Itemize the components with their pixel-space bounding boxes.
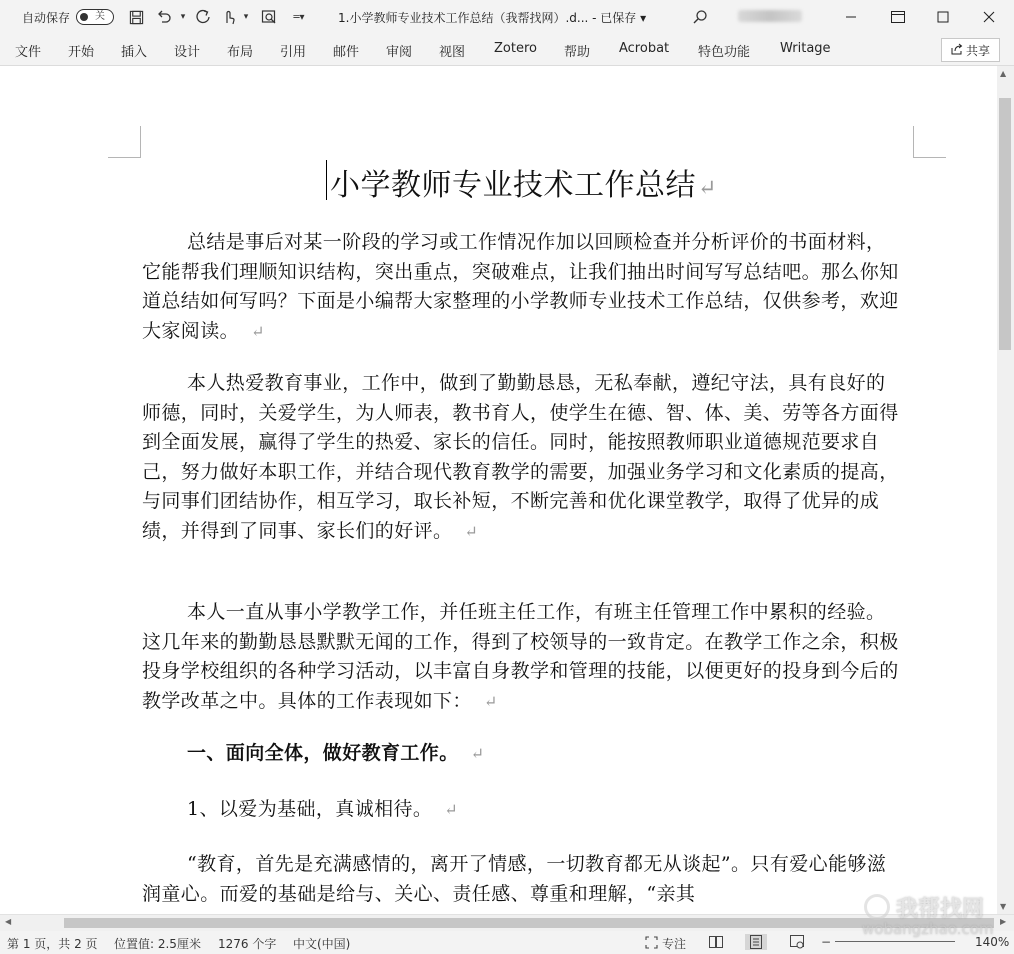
search-icon[interactable] [691, 8, 709, 26]
horizontal-scroll-thumb[interactable] [64, 918, 994, 928]
tab-design[interactable]: 设计 [174, 45, 201, 60]
site-watermark [858, 890, 1008, 950]
title-bar [0, 0, 1014, 34]
print-layout-icon[interactable] [745, 934, 767, 950]
document-heading-text: 小学教师专业技术工作总结 [330, 168, 696, 203]
tab-home[interactable]: 开始 [68, 45, 95, 60]
watermark-url: wobangzhao.com [862, 920, 994, 938]
touch-mode-icon[interactable] [220, 8, 238, 26]
save-icon[interactable] [127, 8, 145, 26]
autosave-state: 关 [95, 11, 105, 22]
focus-label[interactable]: 专注 [662, 937, 687, 951]
tab-writage[interactable]: Writage [780, 41, 831, 56]
watermark-logo-icon [864, 894, 890, 920]
paragraph-1-text: 总结是事后对某一阶段的学习或工作情况作加以回顾检查并分析评价的书面材料，它能帮我们理顺知识结构，突出重点，突破难点，让我们抽出时间写写总结吧。那么你知道总结如何写吗？下面是小编帮大家整理的小学教师专业技术工作总结，仅供参考，欢迎大家阅读。 [142, 231, 899, 342]
tab-mailings[interactable]: 邮件 [333, 45, 360, 60]
body-paragraph-2[interactable] [142, 369, 902, 546]
toggle-knob [80, 13, 88, 21]
tab-layout[interactable]: 布局 [227, 45, 254, 60]
ribbon-tabs [0, 34, 1014, 66]
language-indicator[interactable]: 中文(中国) [293, 937, 351, 951]
body-paragraph-4[interactable] [142, 850, 902, 909]
autosave-label: 自动保存 [22, 10, 71, 25]
zoom-out-icon[interactable]: − [820, 935, 832, 949]
sub-heading-1[interactable] [142, 795, 902, 825]
watermark-title: 我帮找网 [896, 897, 985, 922]
body-paragraph-1[interactable] [142, 228, 902, 346]
account-name-blurred [738, 10, 802, 22]
ribbon-display-icon[interactable] [875, 0, 921, 34]
text-cursor [326, 160, 327, 200]
paragraph-mark: ↵ [698, 176, 717, 201]
focus-icon[interactable] [643, 934, 659, 950]
tab-special-features[interactable]: 特色功能 [698, 45, 751, 60]
scroll-down-icon[interactable]: ▼ [1000, 902, 1007, 911]
share-label: 共享 [965, 43, 990, 58]
tab-view[interactable]: 视图 [439, 45, 466, 60]
vertical-scrollbar[interactable] [997, 66, 1014, 914]
share-icon [951, 43, 963, 58]
tab-acrobat[interactable]: Acrobat [619, 41, 670, 56]
word-count[interactable]: 1276 个字 [218, 937, 277, 951]
vertical-scroll-thumb[interactable] [999, 98, 1011, 350]
zoom-level[interactable]: 140% [975, 935, 1010, 949]
paragraph-2-text: 本人热爱教育事业，工作中，做到了勤勤恳恳，无私奉献，遵纪守法，具有良好的师德，同时，关爱学生，为人师表，教书育人，使学生在德、智、体、美、劳等各方面得到全面发展，赢得了学生的热爱、家长的信任。同时，能按照教师职业道德规范要求自己，努力做好本职工作，并结合现代教育教学的需要，加强业务学习和文化素质的提高，与同事们团结协作，相互学习，取长补短，不断完善和优化课堂教学，取得了优异的成绩，并得到了同事、家长们的好评。 [142, 372, 899, 542]
crop-mark-top-left [108, 126, 141, 158]
tab-file[interactable]: 文件 [15, 45, 42, 60]
share-button[interactable] [941, 38, 1000, 62]
scroll-up-icon[interactable]: ▲ [1000, 69, 1007, 78]
document-canvas[interactable] [0, 66, 997, 914]
tab-review[interactable]: 审阅 [386, 45, 413, 60]
paragraph-mark: ↵ [444, 800, 459, 819]
undo-dropdown-icon[interactable]: ▾ [180, 12, 186, 22]
print-preview-icon[interactable] [260, 8, 278, 26]
tab-references[interactable]: 引用 [280, 45, 307, 60]
paragraph-4-text: “教育，首先是充满感情的，离开了情感，一切教育都无从谈起”。只有爱心能够滋润童心。而爱的基础是给与、关心、责任感、尊重和理解，“亲其 [142, 853, 887, 905]
undo-icon[interactable] [155, 8, 173, 26]
paragraph-mark: ↵ [483, 691, 498, 711]
page-count[interactable]: 第 1 页，共 2 页 [7, 937, 98, 951]
paragraph-mark: ↵ [470, 744, 485, 763]
read-mode-icon[interactable] [708, 934, 724, 950]
redo-icon[interactable] [194, 8, 212, 26]
document-heading[interactable] [330, 160, 717, 204]
paragraph-mark: ↵ [251, 321, 265, 341]
minimize-icon[interactable] [828, 0, 874, 34]
scroll-left-icon[interactable]: ◀ [5, 917, 12, 926]
paragraph-mark: ↵ [464, 521, 479, 541]
body-paragraph-3[interactable] [142, 598, 902, 716]
paragraph-3-text: 本人一直从事小学教学工作，并任班主任工作，有班主任管理工作中累积的经验。这几年来的勤勤恳恳默默无闻的工作，得到了校领导的一致肯定。在教学工作之余，积极投身学校组织的各种学习活动，以丰富自身教学和管理的技能，以便更好的投身到今后的教学改革之中。具体的工作表现如下： [142, 601, 899, 712]
section-heading-1-text: 一、面向全体，做好教育工作。 [187, 742, 459, 764]
scroll-right-icon[interactable]: ▶ [1000, 917, 1007, 926]
maximize-icon[interactable] [920, 0, 966, 34]
autosave-toggle[interactable] [76, 9, 114, 25]
web-layout-icon[interactable] [789, 934, 805, 950]
section-heading-1[interactable] [142, 739, 902, 769]
crop-mark-top-right [913, 126, 946, 158]
tab-zotero[interactable]: Zotero [494, 41, 537, 56]
sub-heading-1-text: 1、以爱为基础，真诚相待。 [187, 798, 433, 820]
touch-dropdown-icon[interactable]: ▾ [243, 12, 249, 22]
customize-qat-icon[interactable]: ═▾ [293, 11, 305, 23]
cursor-position: 位置值: 2.5厘米 [114, 937, 201, 951]
tab-help[interactable]: 帮助 [564, 45, 591, 60]
document-title[interactable]: 1.小学教师专业技术工作总结（我帮找网）.d... - 已保存 ▾ [338, 10, 647, 25]
close-icon[interactable] [966, 0, 1012, 34]
tab-insert[interactable]: 插入 [121, 45, 148, 60]
